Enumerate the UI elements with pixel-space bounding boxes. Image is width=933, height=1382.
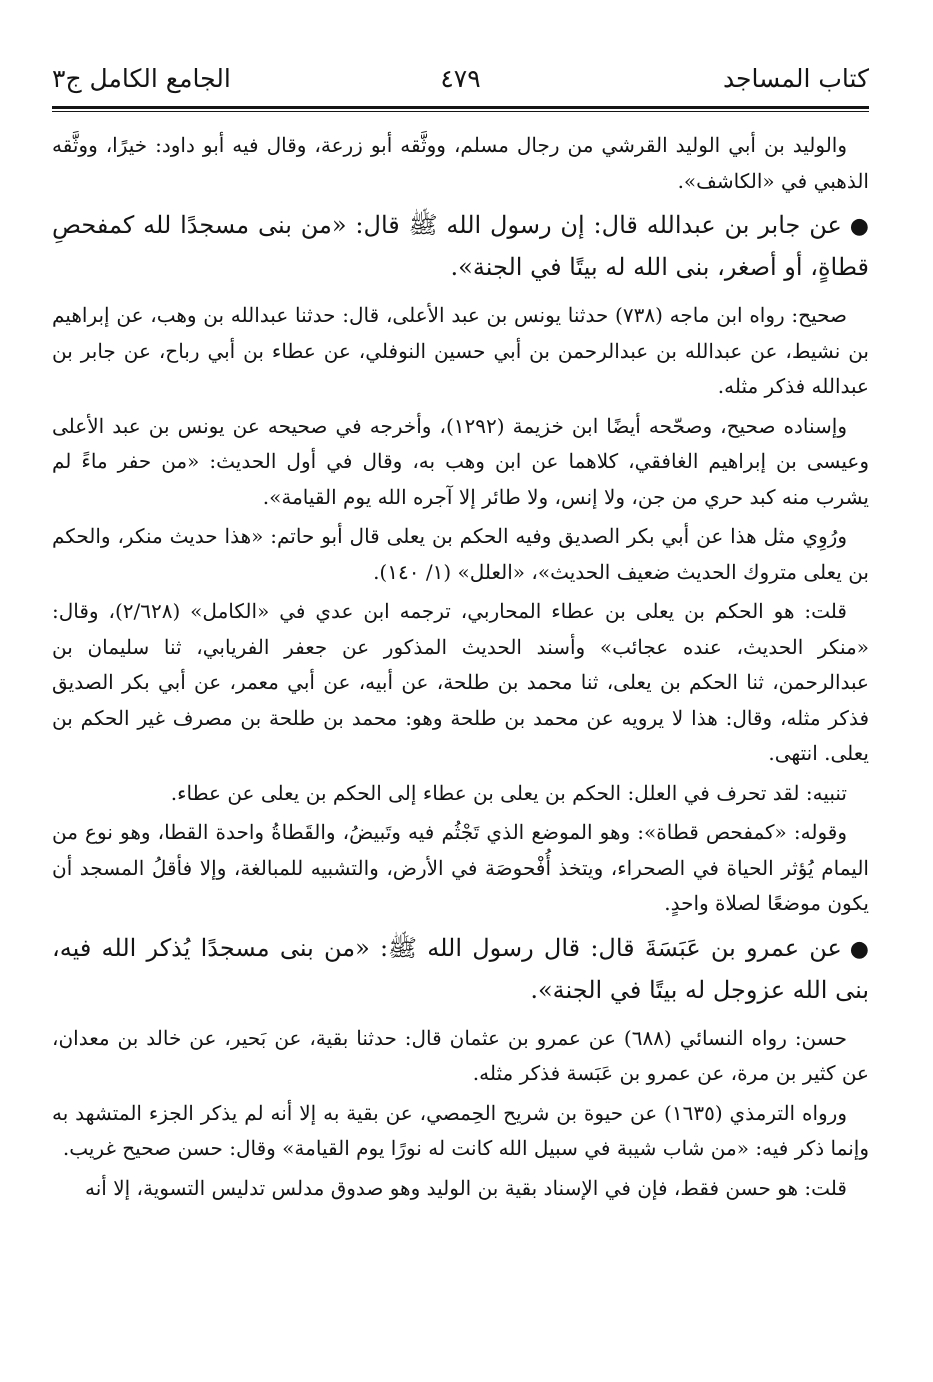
hadith-text [52, 205, 869, 288]
paragraph: تنبيه: لقد تحرف في العلل: الحكم بن يعلى بن عطاء إلى الحكم بن يعلى عن عطاء. [170, 780, 847, 805]
hadith-text [52, 928, 869, 1011]
header-rule-thick [52, 106, 869, 109]
header-rule-thin [52, 111, 869, 112]
paragraph: وإسناده صحيح، وصحّحه أيضًا ابن خزيمة (١٢٩٢)، وأخرجه في صحيحه عن يونس بن عبد الأعلى وعيسى بن إبراهيم الغافقي، كلاهما عن ابن وهب به، وقال في أول الحديث: «من حفر ماءً لم يشرب منه كبد حري من جن، ولا إنس، ولا طائر إلا آجره الله يوم القيامة». [52, 413, 869, 509]
bullet-icon: ● [849, 936, 869, 962]
paragraph: قلت: هو الحكم بن يعلى بن عطاء المحاربي، ترجمه ابن عدي في «الكامل» (٢/٦٢٨)، وقال: «منكر الحديث، عنده عجائب» وأسند الحديث المذكور عن جعفر الفريابي، ثنا سليمان بن عبدالرحمن، ثنا الحكم بن يعلى، ثنا محمد بن طلحة، عن أبيه، عن أبي معمر، عن أبي بكر الصديق فذكر مثله، وقال: هذا لا يرويه عن محمد بن طلحة وهو: محمد بن طلحة بن مصرف غير الحكم بن يعلى. انتهى. [52, 599, 870, 765]
page-number: ٤٧٩ [440, 63, 481, 93]
paragraph: قلت: هو حسن فقط، فإن في الإسناد بقية بن الوليد وهو صدوق مدلس تدليس التسوية، إلا أنه [85, 1175, 847, 1200]
book-title: الجامع الكامل ج٣ [52, 63, 231, 93]
paragraph: والوليد بن أبي الوليد القرشي من رجال مسلم، ووثَّقه أبو زرعة، وقال فيه أبو داود: خيرًا، ووثَّقه الذهبي في «الكاشف». [52, 133, 869, 193]
hadith-body: عن عمرو بن عَبَسَةَ قال: قال رسول الله ﷺ: «من بنى مسجدًا يُذكر الله فيه، بنى الله عزوجل له بيتًا في الجنة». [52, 933, 869, 1004]
page-body [52, 128, 869, 1210]
paragraph: وقوله: «كمفحص قطاة»: وهو الموضع الذي تَجْثُم فيه وتَبيضُ، والقَطاةُ واحدة القطا، وهو نوع من اليمام يُؤثر الحياة في الصحراء، ويتخذ أُفْحوصَة في الأرض، والتشبيه للمبالغة، وإلا فأقلُ المسجد أن يكون موضعًا لصلاة واحدٍ. [52, 820, 869, 915]
paragraph: حسن: رواه النسائي (٦٨٨) عن عمرو بن عثمان قال: حدثنا بقية، عن بَحير، عن خالد بن معدان، عن كثير بن مرة، عن عمرو بن عَبَسة فذكر مثله. [52, 1025, 869, 1085]
paragraph: ورواه الترمذي (١٦٣٥) عن حيوة بن شريح الحِمصي، عن بقية به إلا أنه لم يذكر الجزء المتشهد به وإنما ذكر فيه: «من شاب شيبة في سبيل الله كانت له نورًا يوم القيامة» وقال: حسن صحيح غريب. [52, 1100, 869, 1160]
chapter-title: كتاب المساجد [722, 63, 869, 93]
paragraph: صحيح: رواه ابن ماجه (٧٣٨) حدثنا يونس بن عبد الأعلى، قال: حدثنا عبدالله بن وهب، عن إبراهيم بن نشيط، عن عبدالله بن عبدالرحمن بن أبي حسين النوفلي، عن عطاء بن أبي رباح، عن جابر بن عبدالله فذكر مثله. [52, 303, 869, 398]
bullet-icon: ● [849, 214, 869, 239]
page-header [52, 58, 869, 98]
paragraph: ورُوِي مثل هذا عن أبي بكر الصديق وفيه الحكم بن يعلى قال أبو حاتم: «هذا حديث منكر، والحكم بن يعلى متروك الحديث ضعيف الحديث»، «العلل» (١/ ١٤٠). [52, 524, 869, 584]
hadith-body: عن جابر بن عبدالله قال: إن رسول الله ﷺ قال: «من بنى مسجدًا لله كمفحصِ قطاةٍ، أو أصغر، بنى الله له بيتًا في الجنة». [52, 211, 869, 281]
